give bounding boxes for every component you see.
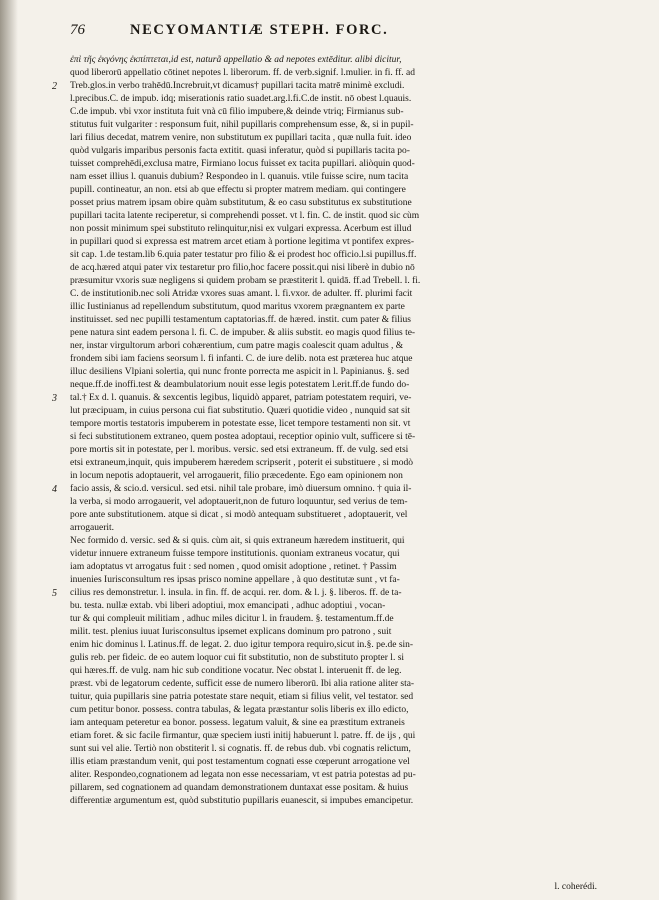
text-line: quòd vulgaris imparibus personis facta extitit. quasi inferatur, quòd si pupillaris tacita po- — [70, 146, 410, 156]
margin-number: 5 — [52, 588, 57, 599]
text-line: ἐπὶ τῆς ἐκγόνης ἐκπίπτεται,id est, naturã appellatio & ad nepotes extēditur. alibi dicitur, — [70, 55, 402, 65]
text-line: arrogauerit. — [70, 523, 115, 533]
text-line: non possit minimum spei substituto relinquitur,nisi ex vulgari expressa. Acerbum est illud — [70, 224, 412, 234]
text-line: pillarem, sed cognationem ad quandam demonstrationem duntaxat esse positam. & huius — [70, 783, 409, 793]
text-line: sit cap. 1.de testam.lib 6.quia pater testatur pro filio & ei prodest hoc officio.l.si pupillus.ff. — [70, 250, 417, 260]
running-head: NECYOMANTIÆ STEPH. FORC. — [130, 22, 389, 38]
text-line: præst. vbi de legatorum cedente, sufficit esse de numero liberorū. Ibi alia ratione aliter sta- — [70, 679, 415, 689]
text-line: iam antequam peteretur ea bonor. possess. legatum valuit, & sine ea præstitum extraneis — [70, 718, 405, 728]
text-line: pore mortis sit in potestate, per l. moribus. versic. sed etsi extraneum. ff. de vulg. sed etsi — [70, 445, 409, 455]
text-line: pupillari tacita latente reciperetur, si comprehendi posset. vt l. fin. C. de instit. quod sic cùm — [70, 211, 420, 221]
text-line: Treb.glos.in verbo trahēdū.Increbruit,vt dicamus† pupillari tacita matrē minimè excludi. 2 — [52, 81, 405, 92]
text-line: lut præcipuam, in cuius persona cui fiat substitutio. Quæri quotidie video , nunquid sat sit — [70, 406, 411, 416]
text-line: aliter. Respondeo,cognationem ad legata non esse necessariam, vt est patria potestas ad pu- — [70, 770, 416, 780]
text-line: de acq.hæred atqui pater vix testaretur pro filio,hoc facere possit.qui nisi liberè in dubio nō — [70, 263, 415, 273]
text-line: la verba, si modo arrogauerit, vel adoptauerit,non de futuro loquuntur, sed verius de tem- — [70, 497, 408, 507]
text-line: cum petitur bonor. possess. contra tabulas, & legata præstantur solis liberis ex illo edicto, — [70, 705, 409, 715]
text-line: posset prius matrem ipsam obire quàm substitutum, & eo casu substitutus ex substitutione — [70, 198, 412, 208]
text-line: C. de institutionib.nec soli Atridæ vxores suas amant. l. fi.vxor. de adulter. ff. plurimi facit — [70, 289, 413, 299]
text-line: tuitur, quia pupillaris sine patria potestate stare nequit, etiam si filius velit, vel testator. sed — [70, 692, 414, 702]
text-line: bu. testa. nullæ extab. vbi liberi adoptiui, mox emancipati , adhuc adoptiui , vocan- — [70, 601, 386, 611]
text-line: quod liberorū appellatio cōtinet nepotes l. liberorum. ff. de verb.signif. l.mulier. in fi. ff. ad — [70, 68, 415, 78]
gutter-shadow — [0, 0, 18, 900]
text-line: tuisset comprehēdi,exclusa matre, Firmiano locus fuisset ex tacita pupillari. aliòquin quod- — [70, 159, 415, 169]
text-line: videtur innuere extraneum fuisse tempore institutionis. quoniam extraneus vocatur, qui — [70, 549, 400, 559]
text-line: pupill. contineatur, an non. etsi ab que effectu si propter matrem mediam. qui contingere — [70, 185, 406, 195]
text-line: ner, instar virgultorum arbori cohærentium, cum patre magis coalescit quam adultus , & — [70, 341, 404, 351]
text-line: cilius res demonstretur. l. insula. in fin. ff. de acqui. rer. dom. & l. j. §. liberos. ff. de ta- 5 — [52, 588, 402, 599]
text-line: pore ante substitutionem. atque si dicat , si modò antequam substitueret , adoptauerit, vel — [70, 510, 408, 520]
text-line: gulis reb. per fideic. de eo autem loquor cui fit substitutio, non de substituto propter l. si — [70, 653, 405, 663]
text-line: Nec formido d. versic. sed & si quis. cùm ait, si quis extraneum hæredem instituerit, qui — [70, 536, 405, 546]
text-line: iam adoptatus vt arrogatus fuit : sed nomen , quod omisit adoptione , retinet. † Passim — [70, 562, 397, 572]
page-number: 76 — [70, 22, 85, 38]
text-line: stitutus fuit vulgariter : responsum fuit, nihil pupillaris comprehensum esse, &, si in pupil- — [70, 120, 414, 130]
catchword: l. coherédi. — [554, 882, 597, 892]
text-line: illis etiam præstandum venit, qui post testamentum cognati esse cœperunt arrogatione vel — [70, 757, 410, 767]
text-line: milit. test. plenius iuuat Iurisconsultus ipsemet explicans dominum pro patrono , suit — [70, 627, 392, 637]
margin-number: 4 — [52, 484, 57, 495]
text-line: etsi extraneum,inquit, quis impuberem hæredem scripserit , poterit ei substituere , si modò — [70, 458, 413, 468]
text-line: pene natura sint eadem persona l. fi. C. de impuber. & aliis substit. eo magis quod filius te- — [70, 328, 416, 338]
text-line: instituisset. sed nec pupilli testamentum captatorias.ff. de hæred. instit. cum pater & filius — [70, 315, 411, 325]
page-header — [70, 22, 619, 48]
text-line: inuenies Iurisconsultum res ipsas prisco nomine appellare , à quo destitutæ sunt , vt fa- — [70, 575, 400, 585]
text-line: in pupillari quod si expressa est matrem arcet etiam à portione legitima vt pontifex expres- — [70, 237, 415, 247]
text-line: qui hæres.ff. de vulg. nam hic sub conditione vocatur. Nec obstat l. interuenit ff. de leg. — [70, 666, 402, 676]
text-line: tur & qui compleuit militiam , adhuc miles dicitur l. in fraudem. §. testamentum.ff.de — [70, 614, 394, 624]
text-line: frondem sibi iam faciens seorsum l. fi infanti. C. de iure delib. nota est præterea huc atque — [70, 354, 413, 364]
text-line: lari filius decedat, matrem venire, non substitutum ex pupillari tacita , quæ nulla fuit. ideo — [70, 133, 412, 143]
text-line: tempore mortis testatoris impuberem in potestate esse, licet tempore testamenti non sit. vt — [70, 419, 411, 429]
text-line: etiam foret. & sic facile firmantur, quæ speciem iusti initij habuerunt l. patre. ff. de ijs , qui — [70, 731, 416, 741]
text-line: tal.† Ex d. l. quanuis. & sexcentis legibus, liquidò apparet, patriam potestatem requiri, ve- 3 — [52, 393, 412, 404]
text-line: illuc desiliens Vlpiani solertia, qui nunc fronte porrecta me aspicit in l. Papinianus. §. sed — [70, 367, 410, 377]
text-line: illic Iustinianus ad repellendum substitutum, quod maritus vxorem prægnantem ex parte — [70, 302, 405, 312]
body-text — [52, 54, 619, 808]
text-line: sunt sui vel alie. Tertiò non obstiterit l. si cognatis. ff. de rebus dub. vbi cognatis relictum, — [70, 744, 411, 754]
text-line: in locum nepotis adoptauerit, vel arrogauerit, filio præcedente. Ego eam opinionem non — [70, 471, 403, 481]
text-line: differentiæ argumentum est, quòd substitutio pupillaris euanescit, si impubes emancipetur. — [70, 796, 414, 806]
text-line: l.precibus.C. de impub. idq; miserationis ratio suadet.arg.l.fi.C.de instit. nō obest l.quauis. — [70, 94, 412, 104]
text-line: facio assis, & scio.d. versicul. sed etsi. nihil tale probare, imò diuersum omnino. † quia il- 4 — [52, 484, 412, 495]
text-line: C.de impub. vbi vxor instituta fuit vnà cū filio impubere,& deinde vtriq; Firmianus sub- — [70, 107, 404, 117]
text-line: præsumitur vxoris suæ negligens si quidem probam se præstiterit l. quidā. ff.ad Trebell. l. fi. — [70, 276, 421, 286]
text-line: si feci substitutionem extraneo, quem postea adoptaui, receptior opinio vult, sufficere si tē- — [70, 432, 416, 442]
margin-number: 3 — [52, 393, 57, 404]
text-line: enim hic dominus l. Latinus.ff. de legat. 2. duo igitur tempora requiro,sicut in.§. pe.de sin- — [70, 640, 414, 650]
text-line: neque.ff.de inoffi.test & deambulatorium nouit esse legis potestatem l.erit.ff.de fundo do- — [70, 380, 410, 390]
text-line: nam esset illius l. quanuis dubium? Respondeo in l. quanuis. vtile fuisse scire, num tacita — [70, 172, 409, 182]
margin-number: 2 — [52, 81, 57, 92]
